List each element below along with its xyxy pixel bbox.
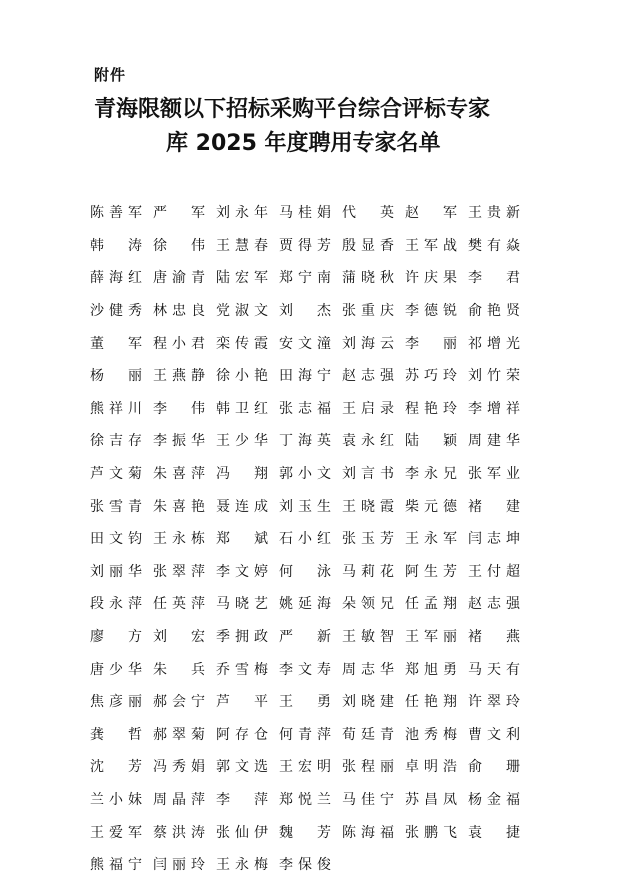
- expert-name: 朱 喜 萍: [153, 466, 205, 483]
- expert-name: 蔡 洪 涛: [153, 824, 205, 841]
- expert-name: 马 桂 娟: [279, 205, 331, 222]
- expert-name: 熊 祥 川: [90, 400, 142, 417]
- expert-name: 袁 捷: [468, 824, 520, 841]
- expert-name: 林 忠 良: [153, 303, 205, 320]
- expert-name: 张 程 丽: [342, 759, 394, 776]
- expert-name: 季 拥 政: [216, 629, 268, 646]
- expert-name-list: [90, 196, 531, 880]
- expert-name: 周 志 华: [342, 661, 394, 678]
- expert-name: 褚 建: [468, 498, 520, 515]
- expert-name: 党 淑 文: [216, 303, 268, 320]
- expert-name: 任 英 萍: [153, 596, 205, 613]
- expert-name: 荀 廷 青: [342, 726, 394, 743]
- expert-name: 王 军 丽: [405, 629, 457, 646]
- expert-name: 徐 小 艳: [216, 368, 268, 385]
- expert-name: 徐 吉 存: [90, 433, 142, 450]
- expert-name: 刘 玉 生: [279, 498, 331, 515]
- expert-name: 袁 永 红: [342, 433, 394, 450]
- expert-name: 王 敏 智: [342, 629, 394, 646]
- expert-name: 冯 秀 娟: [153, 759, 205, 776]
- expert-name: 姚 延 海: [279, 596, 331, 613]
- expert-name: 何 青 萍: [279, 726, 331, 743]
- expert-name: 沙 健 秀: [90, 303, 142, 320]
- expert-name: 李 萍: [216, 791, 268, 808]
- expert-name: 曹 文 利: [468, 726, 520, 743]
- expert-name: 许 翠 玲: [468, 694, 520, 711]
- expert-name: 李 伟: [153, 400, 205, 417]
- expert-name: 王 启 录: [342, 400, 394, 417]
- expert-name: 任 艳 翔: [405, 694, 457, 711]
- expert-name: 焦 彦 丽: [90, 694, 142, 711]
- expert-name: 周 晶 萍: [153, 791, 205, 808]
- expert-name: 赵 志 强: [342, 368, 394, 385]
- expert-name: 刘 海 云: [342, 335, 394, 352]
- expert-name: 苏 巧 玲: [405, 368, 457, 385]
- expert-name: 何 泳: [279, 563, 331, 580]
- expert-name: 冯 翔: [216, 466, 268, 483]
- expert-name: 俞 珊: [468, 759, 520, 776]
- expert-name: 阿 生 芳: [405, 563, 457, 580]
- expert-name: 陈 善 军: [90, 205, 142, 222]
- expert-name: 董 军: [90, 335, 142, 352]
- expert-name: 王 少 华: [216, 433, 268, 450]
- title-line-2: 库 2025 年度聘用专家名单: [166, 131, 441, 156]
- expert-name: 郑 悦 兰: [279, 791, 331, 808]
- expert-name: 闫 丽 玲: [153, 857, 205, 874]
- expert-name: 张 军 业: [468, 466, 520, 483]
- expert-name: 韩 涛: [90, 237, 142, 254]
- expert-name: 闫 志 坤: [468, 531, 520, 548]
- expert-name: 王 贵 新: [468, 205, 520, 222]
- expert-name: 郑 斌: [216, 531, 268, 548]
- expert-name: 池 秀 梅: [405, 726, 457, 743]
- expert-name: 乔 雪 梅: [216, 661, 268, 678]
- document-title: [94, 93, 544, 161]
- expert-name: 殷 显 香: [342, 237, 394, 254]
- expert-name: 田 海 宁: [279, 368, 331, 385]
- expert-name: 徐 伟: [153, 237, 205, 254]
- expert-name: 张 志 福: [279, 400, 331, 417]
- expert-name: 代 英: [342, 205, 394, 222]
- expert-name: 陆 宏 军: [216, 270, 268, 287]
- expert-name: 马 晓 艺: [216, 596, 268, 613]
- expert-name: 马 莉 花: [342, 563, 394, 580]
- attachment-label: 附件: [94, 66, 127, 84]
- expert-name: 王 永 梅: [216, 857, 268, 874]
- expert-name: 杨 金 福: [468, 791, 520, 808]
- expert-name: 兰 小 妹: [90, 791, 142, 808]
- expert-name: 沈 芳: [90, 759, 142, 776]
- expert-name: 李 永 兄: [405, 466, 457, 483]
- expert-name: 张 玉 芳: [342, 531, 394, 548]
- expert-name: 程 小 君: [153, 335, 205, 352]
- expert-name: 石 小 红: [279, 531, 331, 548]
- expert-name: 芦 平: [216, 694, 268, 711]
- expert-name: 薛 海 红: [90, 270, 142, 287]
- expert-name: 郑 宁 南: [279, 270, 331, 287]
- expert-name: 王 宏 明: [279, 759, 331, 776]
- expert-name: 郝 会 宁: [153, 694, 205, 711]
- expert-name: 唐 渝 青: [153, 270, 205, 287]
- expert-name: 刘 丽 华: [90, 563, 142, 580]
- expert-name: 陆 颖: [405, 433, 457, 450]
- expert-name: 龚 哲: [90, 726, 142, 743]
- expert-name: 王 慧 春: [216, 237, 268, 254]
- expert-name: 李 振 华: [153, 433, 205, 450]
- expert-name: 郝 翠 菊: [153, 726, 205, 743]
- expert-name: 严 新: [279, 629, 331, 646]
- expert-name: 赵 志 强: [468, 596, 520, 613]
- expert-name: 王 燕 静: [153, 368, 205, 385]
- expert-name: 安 文 潼: [279, 335, 331, 352]
- expert-name: 樊 有 焱: [468, 237, 520, 254]
- expert-name: 柴 元 德: [405, 498, 457, 515]
- expert-name: 刘 竹 荣: [468, 368, 520, 385]
- expert-name: 郑 旭 勇: [405, 661, 457, 678]
- expert-name: 李 增 祥: [468, 400, 520, 417]
- expert-name: 郭 小 文: [279, 466, 331, 483]
- expert-name: 刘 杰: [279, 303, 331, 320]
- expert-name: 张 仙 伊: [216, 824, 268, 841]
- expert-name: 唐 少 华: [90, 661, 142, 678]
- expert-name: 王 付 超: [468, 563, 520, 580]
- expert-name: 李 文 寿: [279, 661, 331, 678]
- title-line-1: 青海限额以下招标采购平台综合评标专家: [94, 97, 491, 122]
- expert-name: 刘 永 年: [216, 205, 268, 222]
- expert-name: 丁 海 英: [279, 433, 331, 450]
- expert-name: 蒲 晓 秋: [342, 270, 394, 287]
- expert-name: 韩 卫 红: [216, 400, 268, 417]
- expert-name: 李 君: [468, 270, 520, 287]
- expert-name: 王 晓 霞: [342, 498, 394, 515]
- expert-name: 芦 文 菊: [90, 466, 142, 483]
- expert-name: 刘 晓 建: [342, 694, 394, 711]
- expert-name: 田 文 钧: [90, 531, 142, 548]
- expert-name: 郭 文 选: [216, 759, 268, 776]
- expert-name: 周 建 华: [468, 433, 520, 450]
- expert-name: 李 文 婷: [216, 563, 268, 580]
- expert-name: 朱 喜 艳: [153, 498, 205, 515]
- expert-name: 张 翠 萍: [153, 563, 205, 580]
- expert-name: 栾 传 霞: [216, 335, 268, 352]
- expert-name: 李 丽: [405, 335, 457, 352]
- expert-name: 朵 领 兄: [342, 596, 394, 613]
- expert-name: 张 鹏 飞: [405, 824, 457, 841]
- expert-name: 褚 燕: [468, 629, 520, 646]
- expert-name: 陈 海 福: [342, 824, 394, 841]
- expert-name: 李 保 俊: [279, 857, 331, 874]
- expert-name: 许 庆 果: [405, 270, 457, 287]
- expert-name: 贾 得 芳: [279, 237, 331, 254]
- expert-name: 朱 兵: [153, 661, 205, 678]
- expert-name: 刘 宏: [153, 629, 205, 646]
- expert-name: 马 佳 宁: [342, 791, 394, 808]
- expert-name: 熊 福 宁: [90, 857, 142, 874]
- expert-name: 王 爱 军: [90, 824, 142, 841]
- expert-name: 祁 增 光: [468, 335, 520, 352]
- expert-name: 王 永 军: [405, 531, 457, 548]
- expert-name: 马 天 有: [468, 661, 520, 678]
- expert-name: 程 艳 玲: [405, 400, 457, 417]
- expert-name: 任 孟 翔: [405, 596, 457, 613]
- expert-name: 赵 军: [405, 205, 457, 222]
- expert-name: 俞 艳 贤: [468, 303, 520, 320]
- expert-name: 王 军 战: [405, 237, 457, 254]
- expert-name: 王 勇: [279, 694, 331, 711]
- expert-name: 张 重 庆: [342, 303, 394, 320]
- expert-name: 卓 明 浩: [405, 759, 457, 776]
- expert-name: 魏 芳: [279, 824, 331, 841]
- expert-name: 李 德 锐: [405, 303, 457, 320]
- expert-name: 刘 言 书: [342, 466, 394, 483]
- expert-name: 苏 昌 凤: [405, 791, 457, 808]
- expert-name: 王 永 栋: [153, 531, 205, 548]
- expert-name: 段 永 萍: [90, 596, 142, 613]
- expert-name: 聂 连 成: [216, 498, 268, 515]
- expert-name: 张 雪 青: [90, 498, 142, 515]
- expert-name: 廖 方: [90, 629, 142, 646]
- expert-name: 严 军: [153, 205, 205, 222]
- expert-name: 杨 丽: [90, 368, 142, 385]
- expert-name: 阿 存 仓: [216, 726, 268, 743]
